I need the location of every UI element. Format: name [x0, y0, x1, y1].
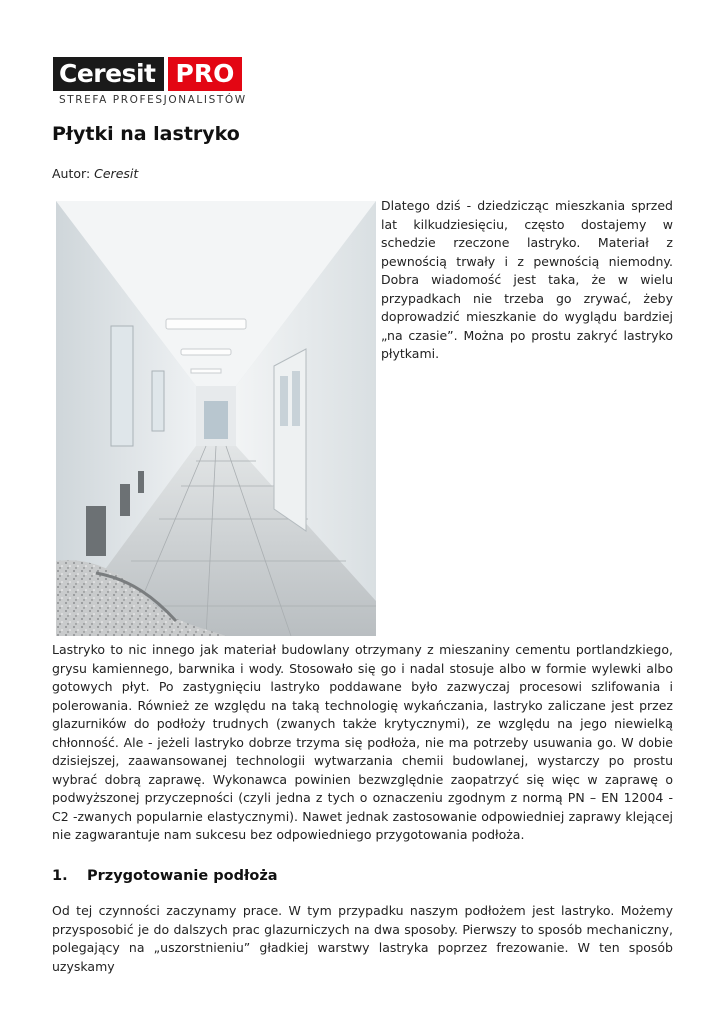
logo-brand	[53, 57, 242, 91]
corridor-tiles-photo	[56, 201, 376, 636]
section-title: Przygotowanie podłoża	[87, 868, 278, 884]
logo-tagline: STREFA PROFESJONALISTÓW	[59, 94, 247, 106]
author-line	[52, 166, 138, 181]
author-label: Autor:	[52, 166, 91, 181]
body-paragraph: Lastryko to nic innego jak materiał budowlany otrzymany z mieszaniny cementu portlandzkiego, grysu kamiennego, barwnika i wody. Stosowało się go i nadal stosuje albo w formie wylewki albo gotowych płyt. Po zastygnięciu lastryko poddawane było zazwyczaj procesowi szlifowania i polerowania. Również ze względu na taką technologię wykańczania, lastryko zaliczane jest przez glazurników do podłoży trudnych (zwanych także krytycznymi), ze względu na jego niewielką chłonność. Ale - jeżeli lastryko dobrze trzyma się podłoża, nie ma potrzeby usuwania go. W dobie dzisiejszej, zaawansowanej technologii wytwarzania chemii budowlanej, wystarczy po prostu wybrać dobrą zaprawę. Wykonawca powinien bezwzględnie zaopatrzyć się więc w zaprawę o podwyższonej przyczepności (czyli jedna z tych o oznaczeniu zgodnym z normą PN – EN 12004 - C2 -zwanych popularnie elastycznymi). Nawet jednak zastosowanie odpowiedniej zaprawy klejącej nie zagwarantuje nam sukcesu bez odpowiedniego przygotowania podłoża.	[52, 642, 673, 842]
section-paragraph: Od tej czynności zaczynamy prace. W tym przypadku naszym podłożem jest lastryko. Możemy przysposobić je do dalszych prac glazurniczych na dwa sposoby. Pierwszy to sposób mechaniczny, polegający na „uszorstnieniu” gładkiej warstwy lastryka poprzez frezowanie. W ten sposób uzyskamy	[52, 903, 673, 974]
logo-pro-badge: PRO	[168, 57, 243, 91]
logo-ceresit-text: Ceresit	[53, 57, 164, 91]
page-title: Płytki na lastryko	[52, 123, 240, 145]
section-number: 1.	[52, 868, 68, 884]
intro-paragraph: Dlatego dziś - dziedzicząc mieszkania sprzed lat kilkudziesięciu, często dostajemy w schedzie rzeczone lastryko. Materiał z pewnością trwały i z pewnością niemodny. Dobra wiadomość jest taka, że w wielu przypadkach nie trzeba go zrywać, żeby doprowadzić mieszkanie do wyglądu bardziej „na czasie”. Można po prostu zakryć lastryko płytkami.	[381, 198, 673, 361]
author-name: Ceresit	[94, 166, 139, 181]
corridor-illustration	[56, 201, 376, 636]
ceresit-pro-logo	[53, 57, 249, 109]
section-heading	[52, 868, 278, 884]
